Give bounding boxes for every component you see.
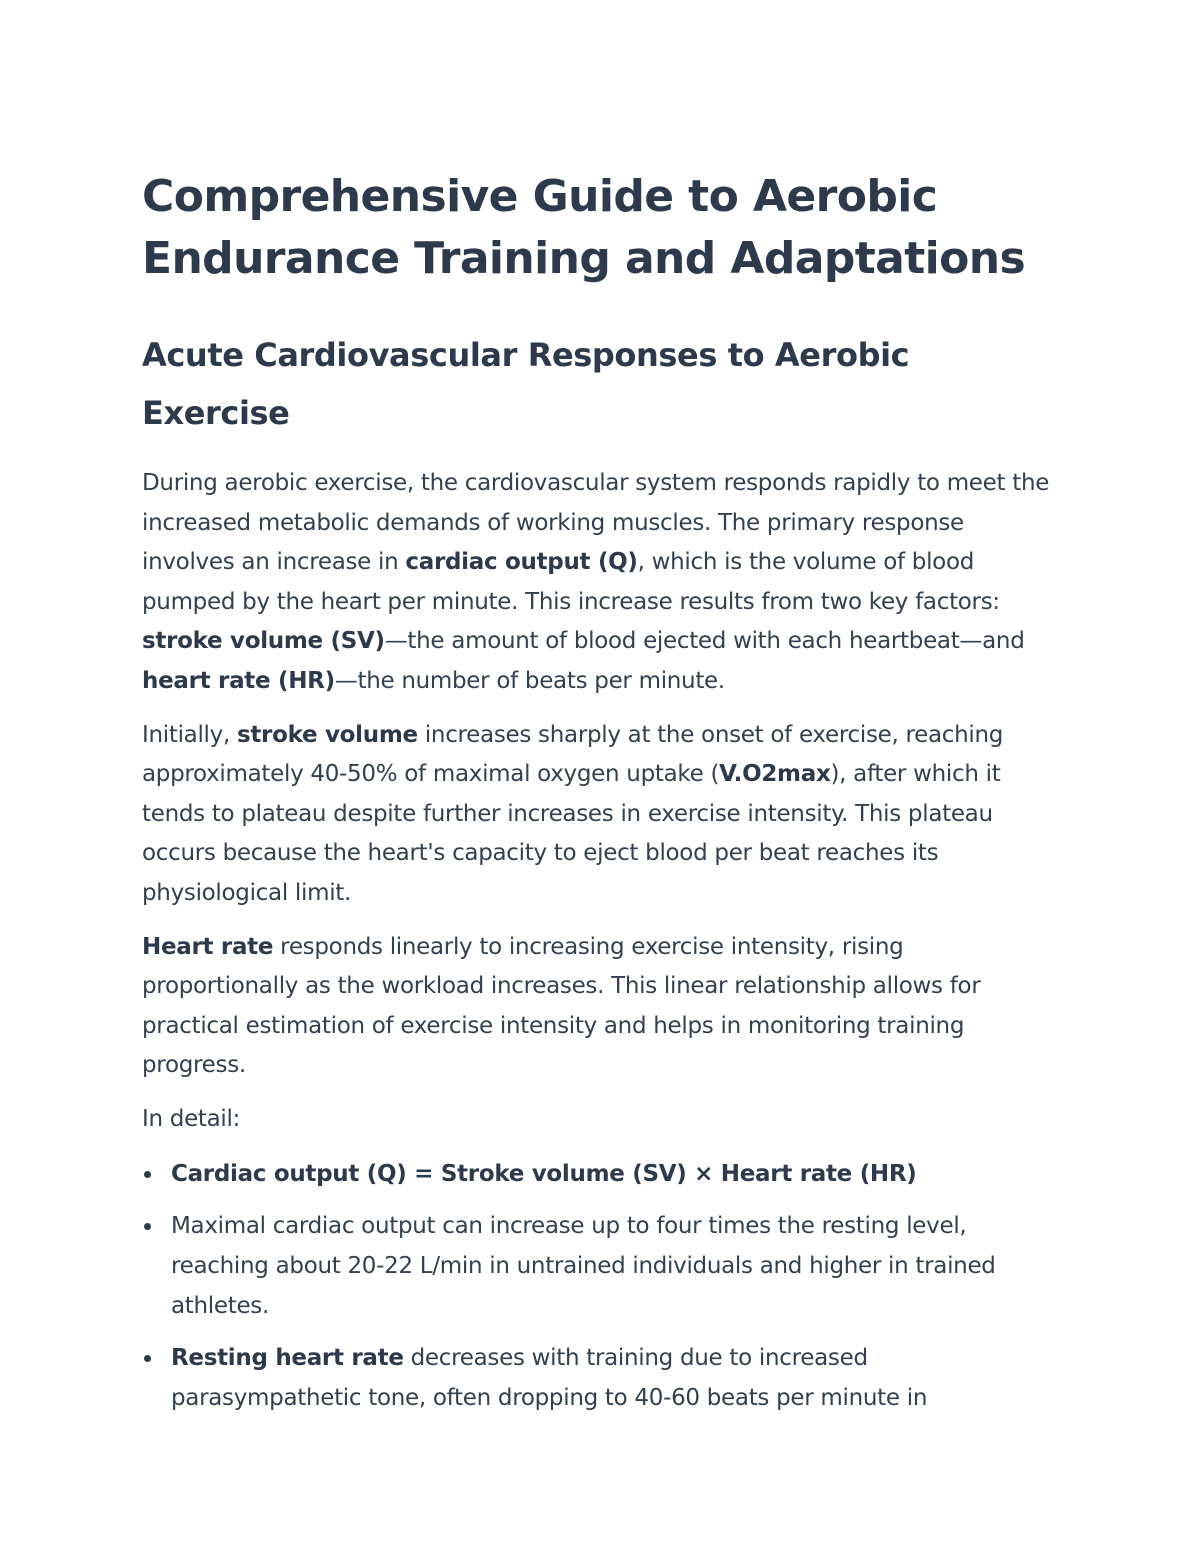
document-page: [142, 166, 1062, 1430]
bold-term-vo2max: V.O2max: [719, 761, 831, 788]
bold-term-heart-rate: Heart rate: [142, 933, 274, 960]
detail-list: [142, 1154, 1062, 1418]
list-item: [142, 1154, 1062, 1194]
list-item-text: decreases with training due to increased parasympathetic tone, often dropping to 40-60 beats per minute in: [171, 1344, 928, 1411]
paragraph-heart-rate: [142, 928, 1062, 1086]
bold-term-stroke-volume: stroke volume (SV): [142, 628, 385, 655]
paragraph-text: During aerobic exercise, the cardiovascular system responds rapidly to meet the increased metabolic demands of working muscles. The primary response involves an increase in: [142, 470, 1050, 576]
bold-term-cardiac-output: cardiac output (Q): [405, 549, 638, 576]
list-item-bold: Cardiac output (Q) = Stroke volume (SV) × Heart rate (HR): [171, 1160, 917, 1187]
paragraph-text: ), after which it tends to plateau despite further increases in exercise intensity. This plateau occurs because the heart's capacity to eject blood per beat reaches its physiological limit.: [142, 761, 1001, 906]
list-item-bold: Resting heart rate: [171, 1344, 404, 1371]
paragraph-text: , which is the volume of blood pumped by the heart per minute. This increase results from two key factors:: [142, 549, 1000, 615]
list-item: [142, 1206, 1062, 1326]
bullet-dot-icon: [144, 1171, 151, 1178]
list-item-text: Maximal cardiac output can increase up to four times the resting level, reaching about 20-22 L/min in untrained individuals and higher in trained athletes.: [171, 1212, 996, 1319]
paragraph-text: responds linearly to increasing exercise intensity, rising proportionally as the workload increases. This linear relationship allows for practical estimation of exercise intensity and helps in monitoring training progress.: [142, 933, 981, 1079]
paragraph-text: —the amount of blood ejected with each heartbeat—and: [384, 628, 1025, 655]
in-detail-label: In detail:: [142, 1105, 241, 1132]
bullet-dot-icon: [144, 1355, 151, 1362]
bullet-dot-icon: [144, 1223, 151, 1230]
section-heading: Acute Cardiovascular Responses to Aerobic Exercise: [142, 336, 910, 432]
paragraph-text: increases sharply at the onset of exercise, reaching approximately 40-50% of maximal oxygen uptake (: [142, 721, 1004, 788]
bold-term-stroke-volume: stroke volume: [236, 721, 418, 748]
paragraph-cardiac-output: [142, 464, 1062, 702]
document-title: Comprehensive Guide to Aerobic Endurance Training and Adaptations: [142, 171, 1026, 284]
paragraph-stroke-volume: [142, 716, 1062, 914]
bold-term-heart-rate: heart rate (HR): [142, 667, 335, 694]
paragraph-text: Initially,: [142, 721, 237, 748]
list-item: [142, 1338, 1062, 1418]
paragraph-text: —the number of beats per minute.: [334, 667, 725, 694]
